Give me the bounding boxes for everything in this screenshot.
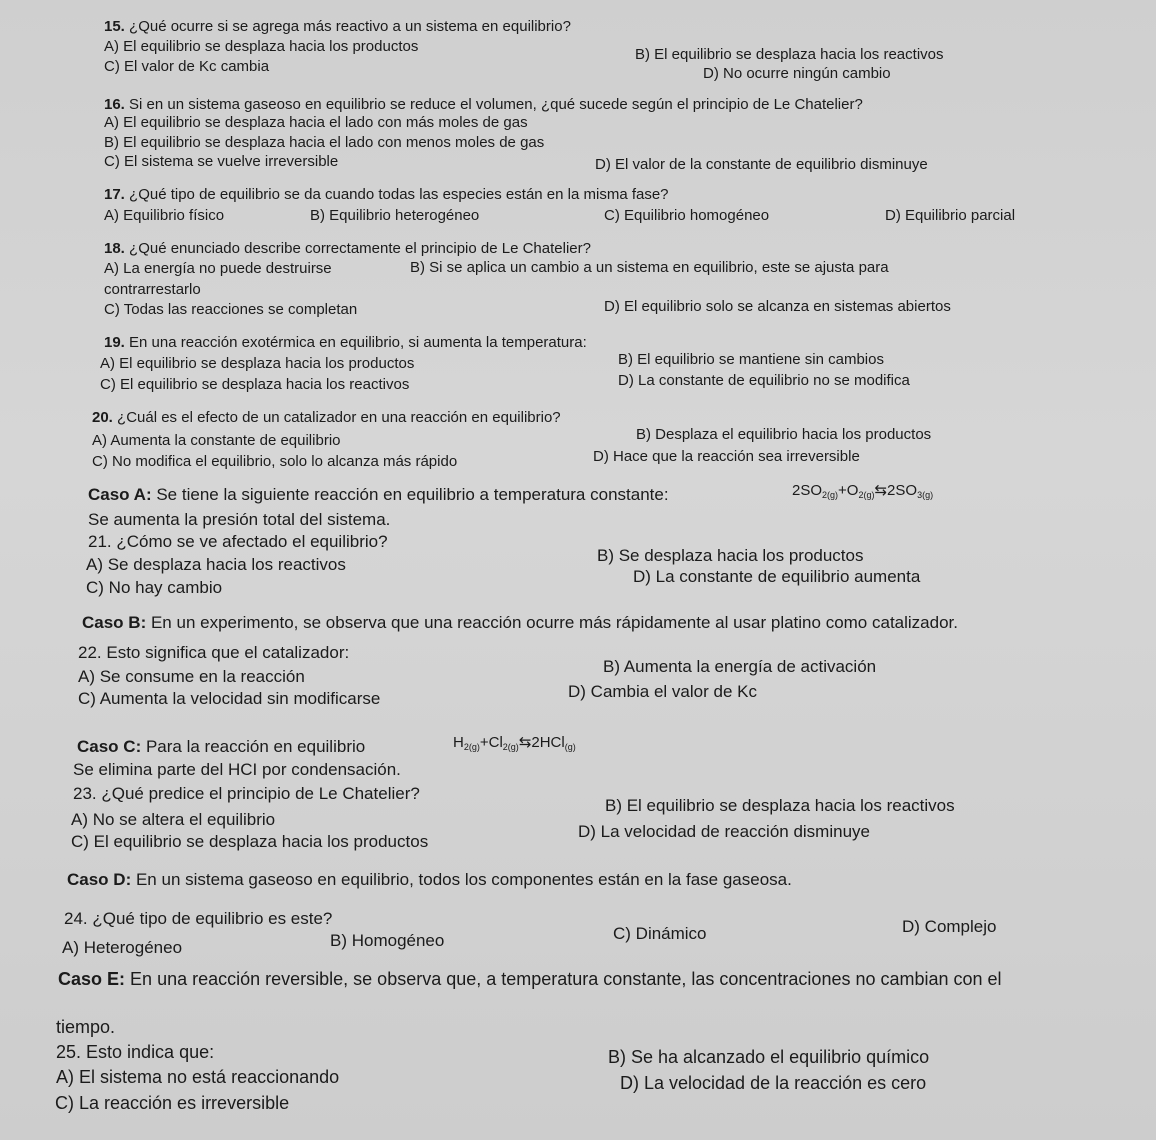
q21-stem: 21. ¿Cómo se ve afectado el equilibrio?	[88, 532, 388, 551]
q22-stem: 22. Esto significa que el catalizador:	[78, 643, 350, 662]
q22-option-d: D) Cambia el valor de Kc	[568, 682, 757, 701]
q20-option-c: C) No modifica el equilibrio, solo lo alcanza más rápido	[92, 453, 458, 470]
q25-option-d: D) La velocidad de la reacción es cero	[620, 1073, 927, 1093]
q17-option-b: B) Equilibrio heterogéneo	[310, 207, 480, 224]
q18-option-b-continued: contrarrestarlo	[104, 281, 201, 298]
q19-stem: 19. En una reacción exotérmica en equilibrio, si aumenta la temperatura:	[104, 334, 587, 351]
q15-option-c: C) El valor de Kc cambia	[104, 58, 270, 75]
q18-option-d: D) El equilibrio solo se alcanza en sistemas abiertos	[604, 298, 951, 315]
q18-option-a: A) La energía no puede destruirse	[104, 260, 332, 277]
q16-option-c: C) El sistema se vuelve irreversible	[104, 153, 339, 170]
q25-stem: 25. Esto indica que:	[56, 1042, 215, 1062]
q23-stem: 23. ¿Qué predice el principio de Le Chatelier?	[73, 784, 420, 803]
q22-option-c: C) Aumenta la velocidad sin modificarse	[78, 689, 381, 708]
q17-option-c: C) Equilibrio homogéneo	[604, 207, 770, 224]
q24-option-d: D) Complejo	[902, 917, 997, 936]
q19-option-b: B) El equilibrio se mantiene sin cambios	[618, 351, 884, 368]
q16-option-b: B) El equilibrio se desplaza hacia el lado con menos moles de gas	[104, 134, 545, 151]
q16-option-a: A) El equilibrio se desplaza hacia el lado con más moles de gas	[104, 114, 528, 131]
q19-option-a: A) El equilibrio se desplaza hacia los productos	[100, 355, 415, 372]
case-c-statement: Caso C: Para la reacción en equilibrio	[77, 737, 366, 756]
q21-option-b: B) Se desplaza hacia los productos	[597, 546, 864, 565]
q15-option-a: A) El equilibrio se desplaza hacia los productos	[104, 38, 419, 55]
q18-option-c: C) Todas las reacciones se completan	[104, 301, 358, 318]
case-b-statement: Caso B: En un experimento, se observa que una reacción ocurre más rápidamente al usar platino como catalizador.	[82, 613, 958, 632]
q15-option-b: B) El equilibrio se desplaza hacia los reactivos	[635, 46, 944, 63]
q23-option-b: B) El equilibrio se desplaza hacia los reactivos	[605, 796, 955, 815]
q25-option-a: A) El sistema no está reaccionando	[56, 1067, 340, 1087]
case-d-statement: Caso D: En un sistema gaseoso en equilibrio, todos los componentes están en la fase gaseosa.	[67, 870, 792, 889]
case-c-condition: Se elimina parte del HCI por condensación.	[73, 760, 401, 779]
case-e-statement-continued: tiempo.	[56, 1017, 116, 1037]
q20-stem: 20. ¿Cuál es el efecto de un catalizador en una reacción en equilibrio?	[92, 409, 561, 426]
q17-option-d: D) Equilibrio parcial	[885, 207, 1016, 224]
q17-option-a: A) Equilibrio físico	[104, 207, 225, 224]
q17-stem: 17. ¿Qué tipo de equilibrio se da cuando todas las especies están en la misma fase?	[104, 186, 669, 203]
q21-option-d: D) La constante de equilibrio aumenta	[633, 567, 921, 586]
q21-option-c: C) No hay cambio	[86, 578, 223, 597]
q15-option-d: D) No ocurre ningún cambio	[703, 65, 891, 82]
q20-option-b: B) Desplaza el equilibrio hacia los productos	[636, 426, 932, 443]
q16-option-d: D) El valor de la constante de equilibrio disminuye	[595, 156, 928, 173]
q24-option-c: C) Dinámico	[613, 924, 707, 943]
q22-option-a: A) Se consume en la reacción	[78, 667, 305, 686]
q23-option-d: D) La velocidad de reacción disminuye	[578, 822, 870, 841]
q23-option-c: C) El equilibrio se desplaza hacia los productos	[71, 832, 429, 851]
q21-option-a: A) Se desplaza hacia los reactivos	[86, 555, 346, 574]
q18-stem: 18. ¿Qué enunciado describe correctamente el principio de Le Chatelier?	[104, 240, 591, 257]
case-a-statement: Caso A: Se tiene la siguiente reacción en equilibrio a temperatura constante:	[88, 485, 669, 504]
q24-stem: 24. ¿Qué tipo de equilibrio es este?	[64, 909, 333, 928]
q25-option-c: C) La reacción es irreversible	[55, 1093, 290, 1113]
q24-option-b: B) Homogéneo	[330, 931, 445, 950]
case-e-statement: Caso E: En una reacción reversible, se observa que, a temperatura constante, las concentraciones no cambian con el	[58, 969, 1002, 989]
case-a-equation: $2SO_{2(g)}+O_{2(g)}⇆2SO_{3(g)}$	[792, 482, 934, 500]
q19-option-d: D) La constante de equilibrio no se modifica	[618, 372, 910, 389]
q24-option-a: A) Heterogéneo	[62, 938, 183, 957]
q23-option-a: A) No se altera el equilibrio	[71, 810, 276, 829]
q19-option-c: C) El equilibrio se desplaza hacia los reactivos	[100, 376, 410, 393]
q18-option-b: B) Si se aplica un cambio a un sistema en equilibrio, este se ajusta para	[410, 259, 889, 276]
q15-stem: 15. ¿Qué ocurre si se agrega más reactivo a un sistema en equilibrio?	[104, 18, 571, 35]
case-c-equation: $H_{2(g)}+Cl_{2(g)}⇆2HCl_{(g)}$	[453, 734, 576, 752]
case-a-condition: Se aumenta la presión total del sistema.	[88, 510, 391, 529]
q25-option-b: B) Se ha alcanzado el equilibrio químico	[608, 1047, 930, 1067]
q22-option-b: B) Aumenta la energía de activación	[603, 657, 877, 676]
q16-stem: 16. Si en un sistema gaseoso en equilibrio se reduce el volumen, ¿qué sucede según el principio de Le Chatelier?	[104, 96, 863, 113]
q20-option-d: D) Hace que la reacción sea irreversible	[593, 448, 860, 465]
q20-option-a: A) Aumenta la constante de equilibrio	[92, 432, 341, 449]
